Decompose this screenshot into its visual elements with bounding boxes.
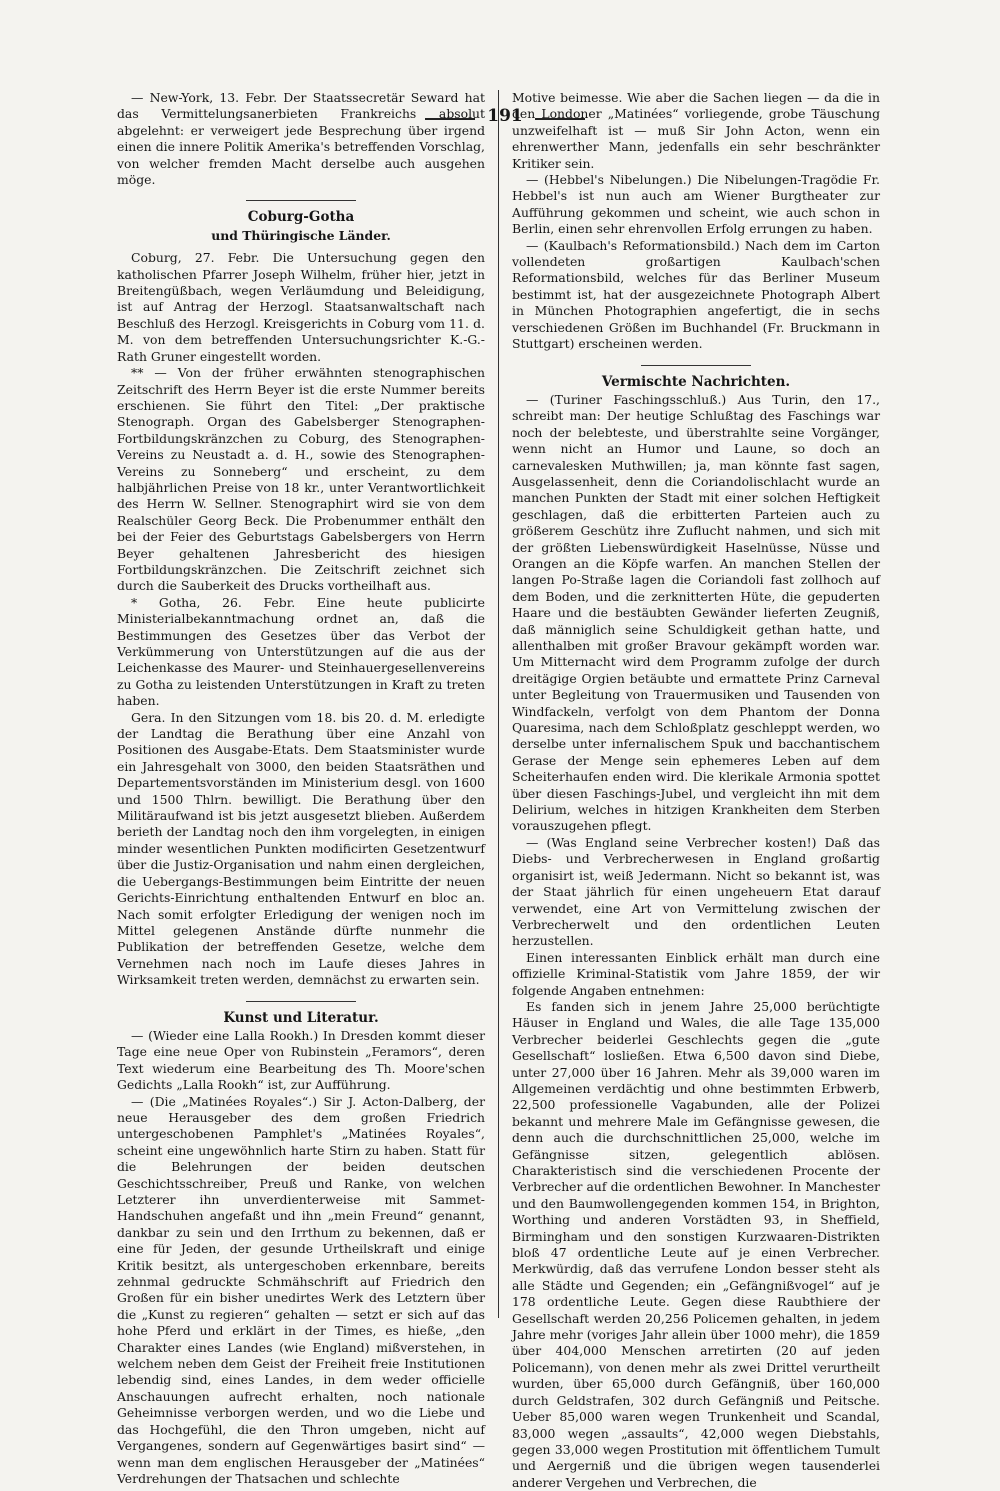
section-title-kunst-literatur: Kunst und Literatur. <box>223 1009 379 1026</box>
section-rule <box>246 200 356 201</box>
article-lalla-rookh: — (Wieder eine Lalla Rookh.) In Dresden kommt dieser Tage eine neue Oper von Rubinstein „Feramors“, deren Text wiederum eine Bearbeitung des Th. Moore'schen Gedichts „Lalla Rookh“ ist, zur Aufführung. <box>117 1027 485 1093</box>
right-column <box>512 90 880 1491</box>
article-hebbel-nibelungen: — (Hebbel's Nibelungen.) Die Nibelungen-Tragödie Fr. Hebbel's ist nun auch am Wiener Burgtheater zur Aufführung gekommen und scheint, wie auch schon in Berlin, einen sehr ehrenvollen Erfolg errungen zu haben. <box>512 172 880 237</box>
left-column <box>117 90 485 1487</box>
article-matinees-continued: Motive beimesse. Wie aber die Sachen liegen — da die in den Londoner „Matinées“ vorliegende, grobe Täuschung unzweifelhaft ist — muß Sir John Acton, wenn ein ehrenwerther Mann, jedenfalls ein sehr beschränkter Kritiker sein. <box>512 90 880 171</box>
article-new-york: — New-York, 13. Febr. Der Staatssecretär Seward hat das Vermittelungsanerbieten Frankreichs absolut abgelehnt: er verweigert jede Besprechung über irgend einen die innere Politik Amerika's betreffenden Vorschlag, von welcher fremden Macht derselbe auch ausgehen möge. <box>117 90 485 188</box>
section-rule <box>246 1001 356 1002</box>
article-turiner-fasching: — (Turiner Faschingsschluß.) Aus Turin, den 17., schreibt man: Der heutige Schlußtag des Faschings war noch der belebteste, und überstrahlte seine Vorgänger, wenn nicht an Humor und Laune, so doch an carnevalesken Muthwillen; ja, man könnte fast sagen, Ausgelassenheit, denn die Coriandolischlacht wurde an manchen Punkten der Stadt mit einer solchen Heftigkeit geschlagen, daß die erbitterten Parteien auch zu größerem Geschütz ihre Zuflucht nahmen, und sich mit der größten Liebenswürdigkeit Haselnüsse, Nüsse und Orangen an die Köpfe warfen. An manchen Stellen der langen Po-Straße lagen die Coriandoli fast zollhoch auf dem Boden, und die zerknitterten Hüte, die gepuderten Haare und die bestäubten Gewänder lieferten Zeugniß, daß männiglich seine Schuldigkeit gethan hatte, und allenthalben mit großer Bravour gekämpft worden war. Um Mitternacht wird dem Programm zufolge der durch dreitägige Orgien betäubte und ermattete Prinz Carneval unter Begleitung von Trauermusiken und Tausenden von Windfackeln, verfolgt von dem Phantom der Donna Quaresima, nach dem Schloßplatz geschleppt werden, wo derselbe unter infernalischem Spuk und bacchantischem Gerase der Menge sein ephemeres Leben auf dem Scheiterhaufen enden wird. Die klerikale Armonia spottet über diesen Faschings-Jubel, und vergleicht ihn mit dem Delirium, welches in hitzigen Krankheiten dem Sterben vorauszugehen pflegt. <box>512 391 880 834</box>
column-divider <box>498 90 499 1318</box>
article-gotha: * Gotha, 26. Febr. Eine heute publicirte Ministerialbekanntmachung ordnet an, daß die Bestimmungen des Gesetzes über das Verbot der Verkümmerung von Unterstützungen auf die aus der Leichenkasse des Maurer- und Steinhauergesellenvereins zu Gotha zu leistenden Unterstützungen in Kraft zu treten haben. <box>117 594 485 709</box>
section-title-coburg-gotha: Coburg-Gotha <box>247 209 355 226</box>
article-stenograph: ** — Von der früher erwähnten stenographischen Zeitschrift des Herrn Beyer ist die erste Nummer bereits erschienen. Sie führt den Titel: „Der praktische Stenograph. Organ des Gabelsberger Stenographen-Fortbildungskränzchen zu Coburg, des Stenographen-Vereins zu Neustadt a. d. H., sowie des Stenographen-Vereins zu Sonneberg“ und erscheint, zu dem halbjährlichen Preise von 18 kr., unter Verantwortlichkeit des Herrn W. Sellner. Stenographirt wird sie von dem Realschüler Georg Beck. Die Probenummer enthält den bei der Feier des Geburtstags Gabelsbergers von Herrn Beyer gehaltenen Jahresbericht des hiesigen Fortbildungskränzchen. Die Zeitschrift zeichnet sich durch die Sauberkeit des Drucks vortheilhaft aus. <box>117 365 485 594</box>
article-kriminal-statistik: Einen interessanten Einblick erhält man durch eine offizielle Kriminal-Statistik vom Jahre 1859, der wir folgende Angaben entnehmen: <box>512 949 880 998</box>
article-coburg: Coburg, 27. Febr. Die Untersuchung gegen den katholischen Pfarrer Joseph Wilhelm, früher hier, jetzt in Breitengüßbach, wegen Verläumdung und Beleidigung, ist auf Antrag der Herzogl. Staatsanwaltschaft nach Beschluß des Herzogl. Kreisgerichts in Coburg vom 11. d. M. von dem betreffenden Untersuchungsrichter K.-G.-Rath Gruner eingestellt worden. <box>117 250 485 364</box>
article-gera: Gera. In den Sitzungen vom 18. bis 20. d. M. erledigte der Landtag die Berathung über eine Anzahl von Positionen des Ausgabe-Etats. Dem Staatsminister wurde ein Jahresgehalt von 3000, den beiden Staatsräthen und Departementsvorständen im Ministerium desgl. von 1600 und 1500 Thlrn. bewilligt. Die Berathung über den Militäraufwand ist bis jetzt ausgesetzt blieben. Außerdem berieth der Landtag noch den ihm vorgelegten, in einigen minder wesentlichen Punkten modificirten Gesetzentwurf über die Justiz-Organisation und nahm einen dergleichen, die Uebergangs-Bestimmungen beim Eintritte der neuen Gerichts-Einrichtung enthaltenden Entwurf en bloc an. Nach somit erfolgter Erledigung der wenigen noch im Mittel gelegenen Anstände dürfte nunmehr die Publikation der betreffenden Gesetze, welche dem Vernehmen nach noch im Laufe dieses Jahres in Wirksamkeit treten werden, demnächst zu erwarten sein. <box>117 709 485 988</box>
article-kaulbach: — (Kaulbach's Reformationsbild.) Nach dem im Carton vollendeten großartigen Kaulbach'schen Reformationsbild, welches für das Berliner Museum bestimmt ist, hat der ausgezeichnete Photograph Albert in München Photographien angefertigt, die in sechs verschiedenen Größen im Buchhandel (Fr. Bruckmann in Stuttgart) erscheinen werden. <box>512 237 880 352</box>
article-england-verbrecher: — (Was England seine Verbrecher kosten!) Daß das Diebs- und Verbrecherwesen in England großartig organisirt ist, weiß Jedermann. Nicht so bekannt ist, was der Staat jährlich für einen ungeheuern Etat darauf verwendet, eine Art von Vermittelung zwischen der Verbrecherwelt und den ordentlichen Leuten herzustellen. <box>512 834 880 949</box>
page-header <box>0 52 1000 126</box>
section-subtitle-thueringen: und Thüringische Länder. <box>211 227 391 243</box>
page-number: 191 <box>487 106 523 126</box>
section-title-vermischte: Vermischte Nachrichten. <box>601 373 791 390</box>
article-statistik-details: Es fanden sich in jenem Jahre 25,000 berüchtigte Häuser in England und Wales, die alle Tage 135,000 Verbrecher beiderlei Geschlechts gegen die „gute Gesellschaft“ losließen. Etwa 6,500 davon sind Diebe, unter 27,000 über 16 Jahren. Mehr als 39,000 waren im Allgemeinen verdächtig und ohne bestimmten Erbwerb, 22,500 professionelle Vagabunden, alle der Polizei bekannt und mehrere Male im Gefängnisse gewesen, die denn auch die durchschnittlichen 25,000, welche im Gefängnisse sitzen, gelegentlich ablösen. Charakteristisch sind die verschiedenen Procente der Verbrecher auf die ordentlichen Bewohner. In Manchester und den Baumwollengegenden kommen 154, in Brighton, Worthing und anderen Vorstädten 93, in Sheffield, Birmingham und den sonstigen Kurzwaaren-Distrikten bloß 47 ordentliche Leute auf je einen Verbrecher. Merkwürdig, daß das verrufene London besser steht als alle Städte und Gegenden; ein „Gefängnißvogel“ auf je 178 ordentliche Leute. Gegen diese Raubthiere der Gesellschaft werden 20,256 Policemen gehalten, in jedem Jahre mehr (voriges Jahr allein über 1000 mehr), die 1859 über 404,000 Menschen arretirten (20 auf jeden Policemann), von denen mehr als zwei Drittel verurtheilt wurden, über 65,000 durch Gefängniß, über 160,000 durch Geldstrafen, 302 durch Gefängniß und Peitsche. Ueber 85,000 waren wegen Trunkenheit und Scandal, 83,000 wegen „assaults“, 42,000 wegen Diebstahls, gegen 33,000 wegen Prostitution mit öffentlichem Tumult und Aergerniß und die übrigen wegen tausenderlei anderer Vergehen und Verbrechen, die <box>512 998 880 1490</box>
article-matinees-royales: — (Die „Matinées Royales“.) Sir J. Acton-Dalberg, der neue Herausgeber des dem großen Friedrich untergeschobenen Pamphlet's „Matinées Royales“, scheint eine ungewöhnlich harte Stirn zu haben. Statt für die Belehrungen der beiden deutschen Geschichtsschreiber, Preuß und Ranke, von welchen Letzterer ihn unverdienterweise mit Sammet-Handschuhen angefaßt und ihn „mein Freund“ genannt, dankbar zu sein und den Irrthum zu bekennen, daß er eine für Jeden, der gesunde Urtheilskraft und einige Kritik besitzt, als untergeschoben erkennbare, bereits zehnmal gedruckte Schmähschrift auf Friedrich den Großen für ein bisher unedirtes Werk des Letztern über die „Kunst zu regieren“ gehalten — setzt er sich auf das hohe Pferd und erklärt in der Times, es hieße, „den Charakter eines Landes (wie England) mißverstehen, in welchem neben dem Geist der Freiheit freie Institutionen lebendig sind, eines Landes, in dem weder officielle Anschauungen aufrecht erhalten, noch nationale Geheimnisse verborgen werden, und wo die Liebe und das Hochgefühl, die den Thron umgeben, nicht auf Vergangenes, sondern auf Gegenwärtiges basirt sind“ — wenn man dem englischen Herausgeber der „Matinées“ Verdrehungen der Thatsachen und schlechte <box>117 1093 485 1486</box>
section-rule <box>641 365 751 366</box>
